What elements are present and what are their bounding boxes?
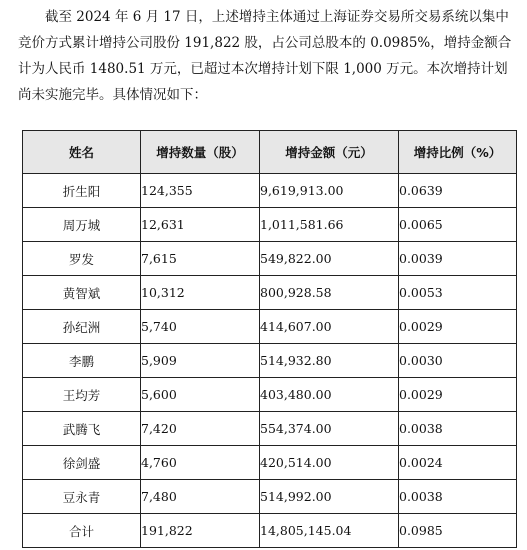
- paragraph-line: 尚未实施完毕。具体情况如下：: [18, 87, 207, 103]
- intro-paragraph: [18, 4, 518, 108]
- cell-amount: 514,932.80: [260, 344, 399, 378]
- table-total-row: [23, 514, 517, 548]
- cell-amount: 800,928.58: [260, 276, 399, 310]
- paragraph-line: 计为人民币 1480.51 万元，已超过本次增持计划下限 1,000 万元。本次增持计划: [18, 61, 508, 77]
- cell-amount: 414,607.00: [260, 310, 399, 344]
- header-ratio: 增持比例（%）: [399, 131, 517, 174]
- cell-ratio: 0.0029: [399, 310, 517, 344]
- cell-quantity: 7,615: [141, 242, 260, 276]
- cell-ratio: 0.0639: [399, 174, 517, 208]
- paragraph-line: 竞价方式累计增持公司股份 191,822 股，占公司总股本的 0.0985%，增持金额合: [18, 35, 512, 51]
- cell-ratio: 0.0065: [399, 208, 517, 242]
- cell-amount: 549,822.00: [260, 242, 399, 276]
- cell-ratio: 0.0029: [399, 378, 517, 412]
- table-row: [23, 378, 517, 412]
- cell-ratio: 0.0038: [399, 480, 517, 514]
- cell-total-ratio: 0.0985: [399, 514, 517, 548]
- cell-amount: 420,514.00: [260, 446, 399, 480]
- cell-quantity: 4,760: [141, 446, 260, 480]
- table-row: [23, 242, 517, 276]
- cell-name: 武腾飞: [23, 412, 141, 446]
- cell-name: 孙纪洲: [23, 310, 141, 344]
- table-row: [23, 208, 517, 242]
- cell-total-label: 合计: [23, 514, 141, 548]
- cell-amount: 554,374.00: [260, 412, 399, 446]
- cell-name: 李鹏: [23, 344, 141, 378]
- cell-ratio: 0.0053: [399, 276, 517, 310]
- cell-ratio: 0.0038: [399, 412, 517, 446]
- cell-name: 折生阳: [23, 174, 141, 208]
- cell-quantity: 5,740: [141, 310, 260, 344]
- table-row: [23, 344, 517, 378]
- cell-ratio: 0.0030: [399, 344, 517, 378]
- cell-ratio: 0.0024: [399, 446, 517, 480]
- cell-total-quantity: 191,822: [141, 514, 260, 548]
- cell-quantity: 7,480: [141, 480, 260, 514]
- cell-name: 周万城: [23, 208, 141, 242]
- cell-amount: 514,992.00: [260, 480, 399, 514]
- paragraph-line: 截至 2024 年 6 月 17 日，上述增持主体通过上海证券交易所交易系统以集中: [45, 9, 509, 25]
- header-quantity: 增持数量（股）: [141, 131, 260, 174]
- table-row: [23, 480, 517, 514]
- cell-quantity: 7,420: [141, 412, 260, 446]
- cell-quantity: 124,355: [141, 174, 260, 208]
- cell-amount: 9,619,913.00: [260, 174, 399, 208]
- table-row: [23, 310, 517, 344]
- table-header-row: [23, 131, 517, 174]
- cell-name: 罗发: [23, 242, 141, 276]
- table-row: [23, 276, 517, 310]
- cell-name: 黄智斌: [23, 276, 141, 310]
- cell-name: 徐剑盛: [23, 446, 141, 480]
- cell-total-amount: 14,805,145.04: [260, 514, 399, 548]
- header-name: 姓名: [23, 131, 141, 174]
- cell-quantity: 10,312: [141, 276, 260, 310]
- cell-amount: 1,011,581.66: [260, 208, 399, 242]
- cell-ratio: 0.0039: [399, 242, 517, 276]
- cell-amount: 403,480.00: [260, 378, 399, 412]
- table-row: [23, 412, 517, 446]
- cell-quantity: 5,600: [141, 378, 260, 412]
- cell-quantity: 5,909: [141, 344, 260, 378]
- table-row: [23, 446, 517, 480]
- header-amount: 增持金额（元）: [260, 131, 399, 174]
- cell-name: 王均芳: [23, 378, 141, 412]
- table-row: [23, 174, 517, 208]
- shareholding-increase-table: [22, 130, 517, 548]
- cell-quantity: 12,631: [141, 208, 260, 242]
- cell-name: 豆永青: [23, 480, 141, 514]
